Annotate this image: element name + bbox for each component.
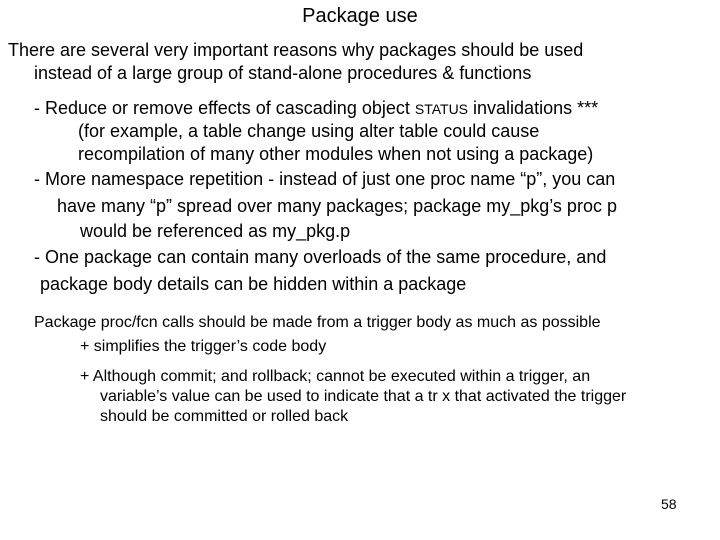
reason-3-line-2: package body details can be hidden within a package <box>40 274 467 294</box>
reason-1-prefix: - Reduce or remove effects of cascading object <box>34 98 415 118</box>
intro-line-2: instead of a large group of stand-alone procedures & functions <box>34 63 532 83</box>
reason-2-line-3: would be referenced as my_pkg.p <box>80 221 351 241</box>
reason-1-suffix: invalidations *** <box>468 98 599 118</box>
trigger-point-2-line-3: should be committed or rolled back <box>100 408 349 425</box>
reason-1-line-1 <box>34 99 598 117</box>
trigger-point-2-line-2: variable’s value can be used to indicate that a tr x that activated the trigger <box>100 388 627 405</box>
trigger-heading: Package proc/fcn calls should be made from a trigger body as much as possible <box>34 314 601 331</box>
slide-title: Package use <box>302 5 418 27</box>
reason-1-line-2: (for example, a table change using alter table could cause <box>78 121 540 141</box>
reason-2-line-1: - More namespace repetition - instead of just one proc name “p”, you can <box>34 169 616 189</box>
reason-3-line-1: - One package can contain many overloads of the same procedure, and <box>34 247 607 267</box>
page-number: 58 <box>661 496 677 512</box>
reason-2-line-2: have many “p” spread over many packages; package my_pkg’s proc p <box>57 196 617 216</box>
intro-line-1: There are several very important reasons why packages should be used <box>8 40 584 60</box>
reason-1-line-3: recompilation of many other modules when not using a package) <box>78 144 594 164</box>
trigger-point-1: + simplifies the trigger’s code body <box>80 338 327 355</box>
status-keyword: STATUS <box>414 101 469 117</box>
trigger-point-2-line-1: + Although commit; and rollback; cannot be executed within a trigger, an <box>80 368 591 385</box>
